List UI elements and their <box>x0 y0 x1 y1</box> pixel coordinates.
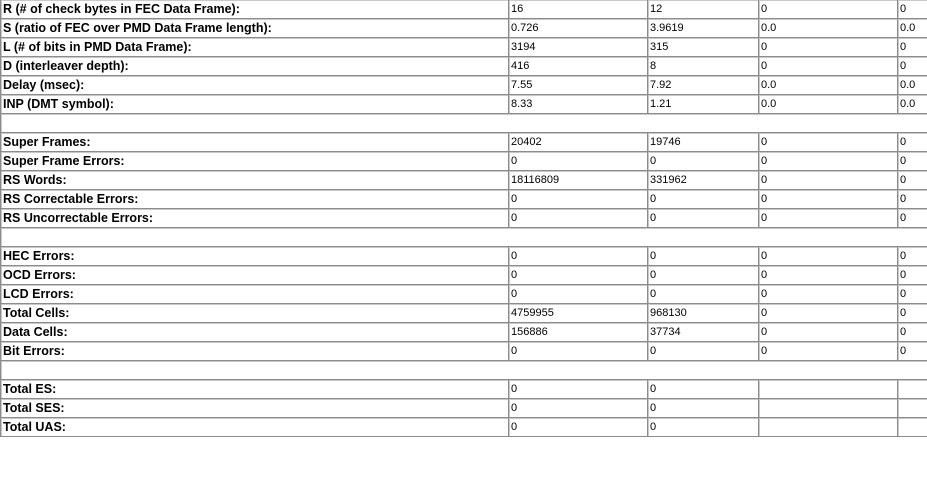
stat-row-d-interleaver-depth <box>1 57 927 76</box>
stat-value-col-4: 0 <box>898 0 927 19</box>
stat-label: R (# of check bytes in FEC Data Frame): <box>1 0 509 19</box>
stat-label: HEC Errors: <box>1 247 509 266</box>
stat-value-col-1: 16 <box>509 0 648 19</box>
stat-row-inp-dmt-symbol <box>1 95 927 114</box>
stat-row-s-ratio-of-fec-over-pmd-data-frame-length <box>1 19 927 38</box>
stat-value-col-3: 0 <box>759 133 898 152</box>
stat-value-col-4: 0 <box>898 266 927 285</box>
stat-value-col-3: 0 <box>759 304 898 323</box>
stat-value-col-4: 0.0 <box>898 76 927 95</box>
stat-value-col-1: 18116809 <box>509 171 648 190</box>
stat-label: LCD Errors: <box>1 285 509 304</box>
stat-row-super-frame-errors <box>1 152 927 171</box>
stat-row-delay-msec <box>1 76 927 95</box>
stat-value-col-3: 0 <box>759 342 898 361</box>
stat-value-col-4: 0 <box>898 285 927 304</box>
stat-value-col-2: 315 <box>648 38 759 57</box>
stat-value-col-2: 12 <box>648 0 759 19</box>
stat-value-col-3: 0 <box>759 247 898 266</box>
stat-value-col-2: 968130 <box>648 304 759 323</box>
stat-value-col-1: 0.726 <box>509 19 648 38</box>
stat-value-col-3 <box>759 418 898 437</box>
stat-value-col-3: 0 <box>759 57 898 76</box>
section-spacer-row <box>1 114 927 133</box>
stat-value-col-1: 8.33 <box>509 95 648 114</box>
stat-label: Super Frames: <box>1 133 509 152</box>
stat-value-col-1: 416 <box>509 57 648 76</box>
stat-value-col-4 <box>898 418 927 437</box>
stat-value-col-3: 0.0 <box>759 76 898 95</box>
stat-value-col-4: 0 <box>898 209 927 228</box>
stat-label: Total ES: <box>1 380 509 399</box>
stat-value-col-1: 0 <box>509 342 648 361</box>
stat-value-col-2: 331962 <box>648 171 759 190</box>
stat-value-col-4: 0 <box>898 171 927 190</box>
stat-value-col-4: 0 <box>898 190 927 209</box>
stat-value-col-2: 0 <box>648 209 759 228</box>
stat-label: RS Uncorrectable Errors: <box>1 209 509 228</box>
stat-label: RS Words: <box>1 171 509 190</box>
stat-label: Bit Errors: <box>1 342 509 361</box>
stat-row-total-cells <box>1 304 927 323</box>
stat-value-col-3: 0 <box>759 38 898 57</box>
stat-value-col-2: 19746 <box>648 133 759 152</box>
stat-value-col-1: 0 <box>509 190 648 209</box>
stat-value-col-1: 0 <box>509 152 648 171</box>
stat-row-l-of-bits-in-pmd-data-frame <box>1 38 927 57</box>
stat-value-col-1: 0 <box>509 418 648 437</box>
stat-value-col-1: 0 <box>509 266 648 285</box>
stat-value-col-2: 0 <box>648 418 759 437</box>
stat-value-col-3: 0 <box>759 285 898 304</box>
stat-label: D (interleaver depth): <box>1 57 509 76</box>
stat-row-lcd-errors <box>1 285 927 304</box>
stat-label: OCD Errors: <box>1 266 509 285</box>
stat-value-col-2: 8 <box>648 57 759 76</box>
stat-value-col-3 <box>759 380 898 399</box>
statistics-table-body <box>1 0 927 437</box>
stat-label: Super Frame Errors: <box>1 152 509 171</box>
stat-row-rs-correctable-errors <box>1 190 927 209</box>
stat-value-col-2: 3.9619 <box>648 19 759 38</box>
stat-value-col-2: 37734 <box>648 323 759 342</box>
stat-value-col-4: 0 <box>898 57 927 76</box>
stat-value-col-2: 0 <box>648 380 759 399</box>
stat-value-col-4 <box>898 380 927 399</box>
stat-label: S (ratio of FEC over PMD Data Frame length): <box>1 19 509 38</box>
stat-value-col-3: 0.0 <box>759 95 898 114</box>
stat-label: Total SES: <box>1 399 509 418</box>
stat-value-col-3 <box>759 399 898 418</box>
stat-value-col-1: 0 <box>509 247 648 266</box>
stat-value-col-2: 0 <box>648 342 759 361</box>
stat-label: INP (DMT symbol): <box>1 95 509 114</box>
stat-row-data-cells <box>1 323 927 342</box>
spacer-cell <box>1 361 927 380</box>
stat-label: L (# of bits in PMD Data Frame): <box>1 38 509 57</box>
stat-value-col-1: 7.55 <box>509 76 648 95</box>
stat-row-total-ses <box>1 399 927 418</box>
stat-value-col-2: 0 <box>648 399 759 418</box>
stat-row-ocd-errors <box>1 266 927 285</box>
stat-row-r-of-check-bytes-in-fec-data-frame <box>1 0 927 19</box>
stat-value-col-3: 0 <box>759 190 898 209</box>
stat-value-col-2: 0 <box>648 190 759 209</box>
stat-value-col-1: 0 <box>509 399 648 418</box>
stat-label: Total UAS: <box>1 418 509 437</box>
stat-value-col-1: 156886 <box>509 323 648 342</box>
stat-value-col-1: 0 <box>509 285 648 304</box>
stat-row-bit-errors <box>1 342 927 361</box>
stat-value-col-4: 0 <box>898 323 927 342</box>
stat-label: Data Cells: <box>1 323 509 342</box>
stat-value-col-1: 0 <box>509 380 648 399</box>
spacer-cell <box>1 228 927 247</box>
stat-value-col-2: 0 <box>648 266 759 285</box>
stat-value-col-4: 0.0 <box>898 95 927 114</box>
stat-value-col-2: 7.92 <box>648 76 759 95</box>
stat-label: RS Correctable Errors: <box>1 190 509 209</box>
stat-row-total-uas <box>1 418 927 437</box>
stat-value-col-4: 0 <box>898 38 927 57</box>
stat-row-total-es <box>1 380 927 399</box>
stat-value-col-1: 20402 <box>509 133 648 152</box>
stat-label: Total Cells: <box>1 304 509 323</box>
stat-value-col-3: 0 <box>759 171 898 190</box>
stat-value-col-2: 0 <box>648 152 759 171</box>
stat-value-col-1: 3194 <box>509 38 648 57</box>
section-spacer-row <box>1 228 927 247</box>
stat-value-col-3: 0 <box>759 209 898 228</box>
stat-value-col-4: 0 <box>898 304 927 323</box>
stat-row-hec-errors <box>1 247 927 266</box>
stat-value-col-3: 0 <box>759 266 898 285</box>
stat-row-super-frames <box>1 133 927 152</box>
stat-value-col-3: 0 <box>759 0 898 19</box>
stat-value-col-3: 0 <box>759 323 898 342</box>
stat-value-col-2: 0 <box>648 285 759 304</box>
stat-value-col-3: 0 <box>759 152 898 171</box>
stat-label: Delay (msec): <box>1 76 509 95</box>
spacer-cell <box>1 114 927 133</box>
stat-value-col-2: 1.21 <box>648 95 759 114</box>
stat-value-col-4: 0.0 <box>898 19 927 38</box>
stat-row-rs-words <box>1 171 927 190</box>
stat-value-col-3: 0.0 <box>759 19 898 38</box>
stat-value-col-1: 4759955 <box>509 304 648 323</box>
stat-value-col-2: 0 <box>648 247 759 266</box>
stat-value-col-4: 0 <box>898 342 927 361</box>
section-spacer-row <box>1 361 927 380</box>
stat-value-col-4: 0 <box>898 152 927 171</box>
stat-value-col-4: 0 <box>898 133 927 152</box>
stat-value-col-4: 0 <box>898 247 927 266</box>
stat-value-col-1: 0 <box>509 209 648 228</box>
stat-row-rs-uncorrectable-errors <box>1 209 927 228</box>
stat-value-col-4 <box>898 399 927 418</box>
